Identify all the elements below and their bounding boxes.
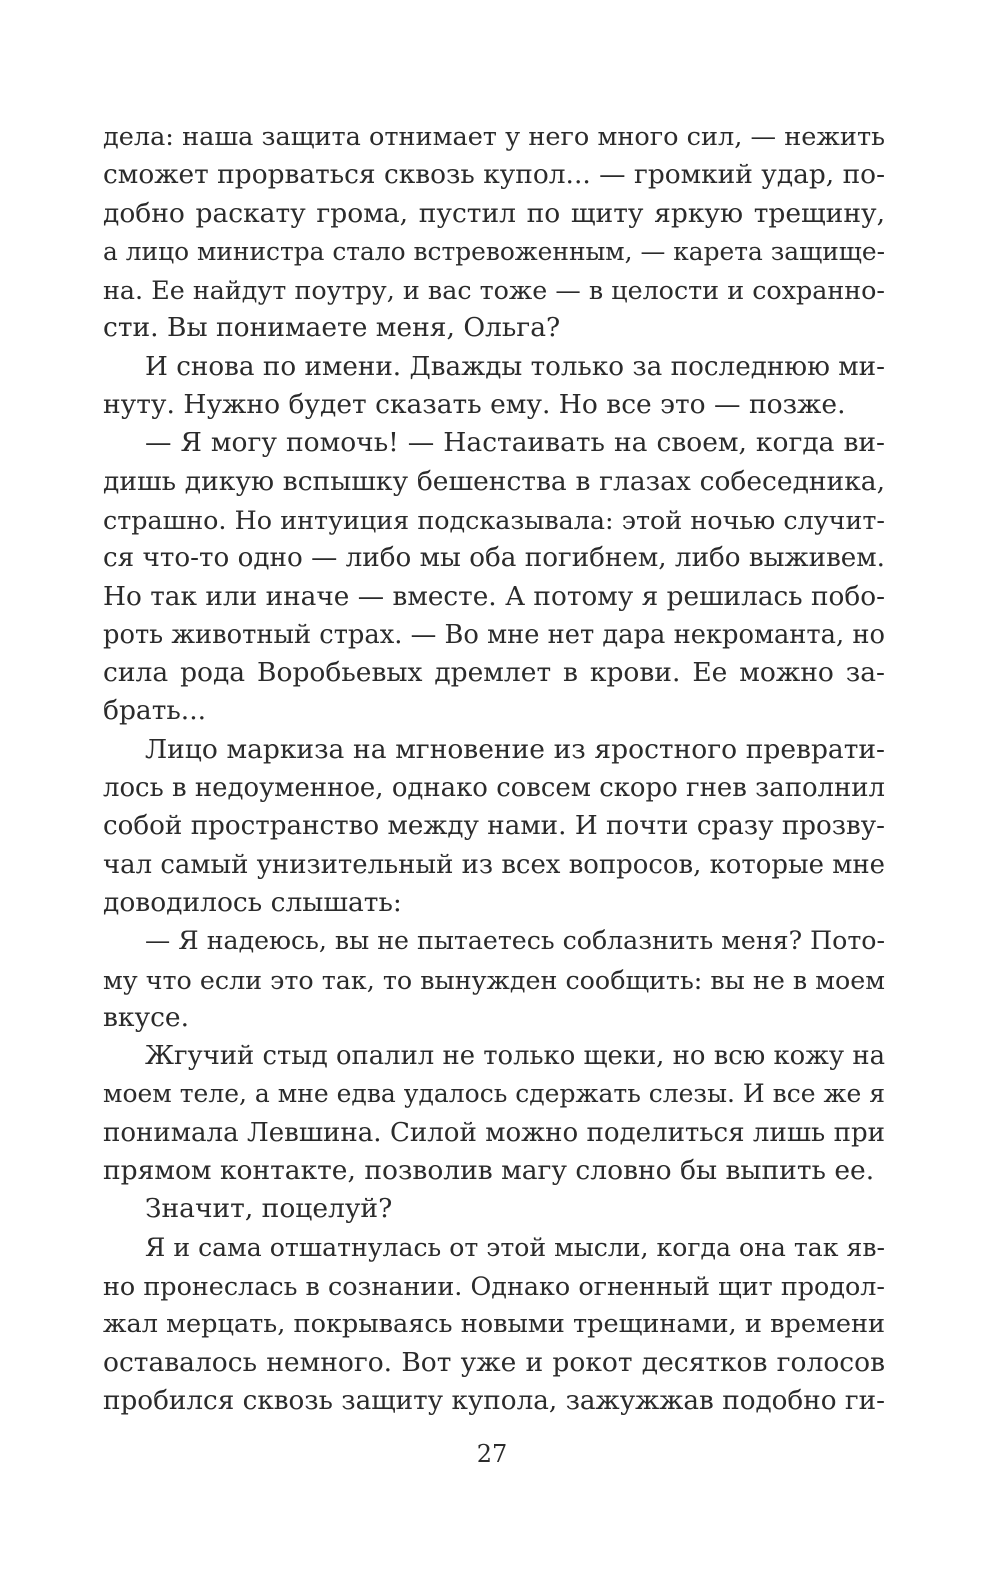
text-line: собой пространство между нами. И почти сразу прозву- [103,811,885,842]
text-line: роть животный страх. — Во мне нет дара некроманта, но [103,619,885,650]
text-line: Значит, поцелуй? [145,1193,393,1225]
text-line: а лицо министра стало встревоженным, — карета защище- [103,236,885,266]
text-line: добно раскату грома, пустил по щиту яркую трещину, [103,197,885,229]
text-line: доводилось слышать: [103,886,402,918]
text-line: сможет прорваться сквозь купол... — громкий удар, по- [103,159,885,191]
text-line: дела: наша защита отнимает у него много сил, — нежить [103,122,885,152]
text-line: — Я могу помочь! — Настаивать на своем, когда ви- [145,427,885,459]
text-line: ся что-то одно — либо мы оба погибнем, либо выживем. [103,543,885,574]
text-line: прямом контакте, позволив магу словно бы выпить ее. [103,1155,875,1187]
text-line: пробился сквозь защиту купола, зажужжав подобно ги- [103,1385,885,1416]
text-line: брать... [103,695,207,727]
text-line: Жгучий стыд опалил не только щеки, но всю кожу на [145,1041,885,1072]
text-line: нуту. Нужно будет сказать ему. Но все это — позже. [103,389,846,421]
text-line: Я и сама отшатнулась от этой мысли, когда она так яв- [145,1232,885,1262]
body-text [103,118,885,1420]
text-line: му что если это так, то вынужден сообщить: вы не в моем [103,964,885,995]
text-line: сти. Вы понимаете меня, Ольга? [103,312,561,344]
page-number: 27 [476,1440,508,1468]
text-line: Но так или иначе — вместе. А потому я решилась побо- [103,581,885,612]
text-line: чал самый унизительный из всех вопросов, которые мне [103,849,885,880]
text-line: лось в недоуменное, однако совсем скоро гнев заполнил [103,773,885,804]
text-line: на. Ее найдут поутру, и вас тоже — в целости и сохранно- [103,275,885,306]
text-line: понимала Левшина. Силой можно поделиться лишь при [103,1117,885,1148]
text-line: страшно. Но интуиция подсказывала: этой ночью случит- [103,504,885,535]
text-line: — Я надеюсь, вы не пытаетесь соблазнить меня? Пото- [145,926,885,956]
text-line: дишь дикую вспышку бешенства в глазах собеседника, [103,465,885,497]
text-line: но пронеслась в сознании. Однако огненный щит продол- [103,1270,885,1301]
text-line: вкусе. [103,1001,190,1033]
text-line: Лицо маркиза на мгновение из яростного преврати- [145,733,885,765]
text-line: сила рода Воробьевых дремлет в крови. Ее можно за- [103,657,885,689]
text-line: жал мерцать, покрываясь новыми трещинами, и времени [103,1309,885,1340]
text-line: моем теле, а мне едва удалось сдержать слезы. И все же я [103,1079,885,1109]
text-line: оставалось немного. Вот уже и рокот десятков голосов [103,1346,885,1378]
text-line: И снова по имени. Дважды только за последнюю ми- [145,351,885,382]
